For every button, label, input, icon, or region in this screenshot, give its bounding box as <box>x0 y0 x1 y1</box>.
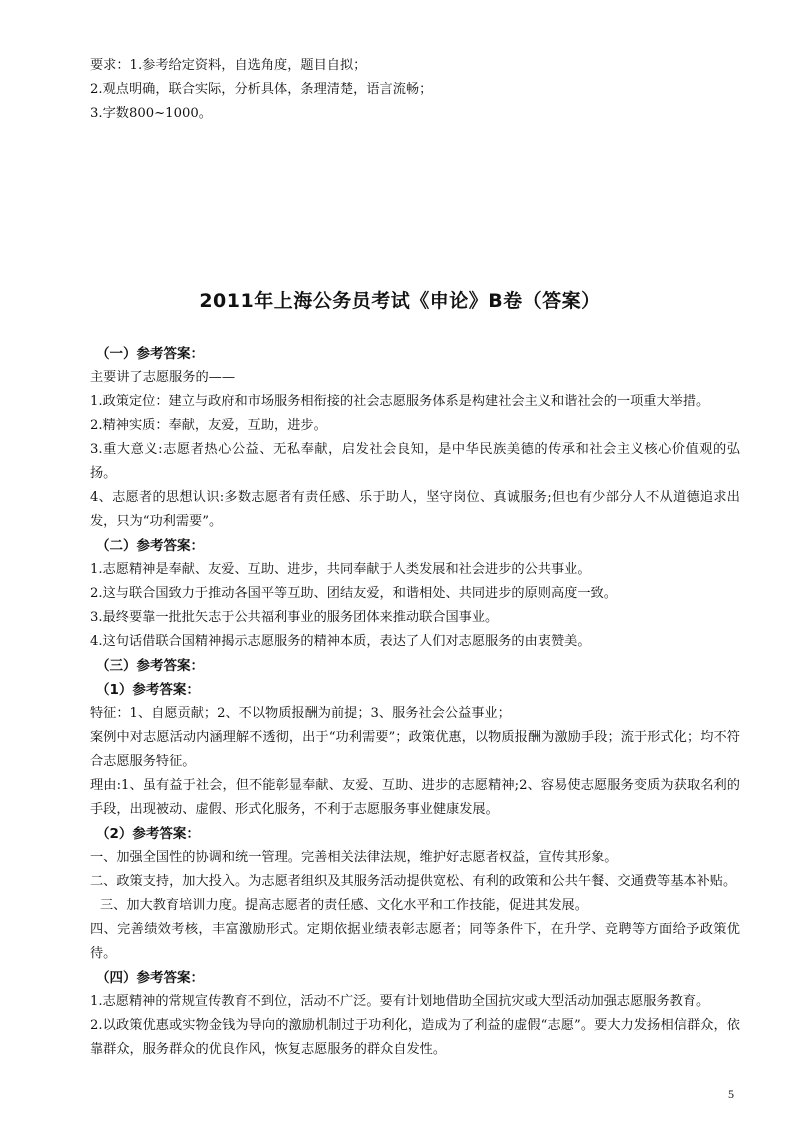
section-3-sub-2-item: 一、加强全国性的协调和统一管理。完善相关法律法规，维护好志愿者权益，宣传其形象。 <box>90 850 618 865</box>
requirements-block <box>0 54 800 126</box>
section-1-heading: （一）参考答案： <box>96 346 204 362</box>
document-title: 2011年上海公务员考试《申论》B卷（答案） <box>199 290 601 312</box>
section-3-sub-1-item: 特征：1、自愿贡献；2、不以物质报酬为前提；3、服务社会公益事业； <box>90 706 511 721</box>
section-4-item: 1.志愿精神的常规宣传教育不到位，活动不广泛。要有计划地借助全国抗灾或大型活动加强志愿服务教育。 <box>90 994 710 1009</box>
requirement-line-3: 3.字数800~1000。 <box>90 106 212 121</box>
section-3-sub-2-item: 二、政策支持，加大投入。为志愿者组织及其服务活动提供宽松、有利的政策和公共午餐、交通费等基本补贴。 <box>90 874 737 889</box>
section-1-item: 3.重大意义:志愿者热心公益、无私奉献，启发社会良知，是中华民族美德的传承和社会主义核心价值观的弘扬。 <box>90 442 740 481</box>
requirement-line-1: 要求：1.参考给定资料，自选角度，题目自拟； <box>90 58 367 73</box>
requirement-line-2: 2.观点明确，联合实际，分析具体，条理清楚，语言流畅； <box>90 82 433 97</box>
section-3-sub-2-item: 四、完善绩效考核，丰富激励形式。定期依据业绩表彰志愿者；同等条件下，在升学、竞聘等方面给予政策优待。 <box>90 922 740 961</box>
section-3-sub-2-heading: （2）参考答案： <box>96 826 200 842</box>
section-2-heading: （二）参考答案： <box>96 538 204 554</box>
section-2-item: 2.这与联合国致力于推动各国平等互助、团结友爱，和谐相处、共同进步的原则高度一致。 <box>90 586 617 601</box>
section-2-item: 4.这句话借联合国精神揭示志愿服务的精神本质，表达了人们对志愿服务的由衷赞美。 <box>90 634 591 649</box>
section-1-item: 1.政策定位：建立与政府和市场服务相衔接的社会志愿服务体系是构建社会主义和谐社会的一项重大举措。 <box>90 394 710 409</box>
page-number: 5 <box>728 1087 734 1101</box>
section-3-sub-1-item: 案例中对志愿活动内涵理解不透彻，出于“功利需要”；政策优惠，以物质报酬为激励手段；流于形式化；均不符合志愿服务特征。 <box>90 730 740 769</box>
answer-body <box>0 342 800 1062</box>
section-2-item: 3.最终要靠一批批矢志于公共福利事业的服务团体来推动联合国事业。 <box>90 610 499 625</box>
section-1-intro: 主要讲了志愿服务的—— <box>90 370 236 385</box>
section-3-sub-1-heading: （1）参考答案： <box>96 682 200 698</box>
section-2-item: 1.志愿精神是奉献、友爱、互助、进步，共同奉献于人类发展和社会进步的公共事业。 <box>90 562 591 577</box>
section-4-heading: （四）参考答案： <box>96 970 204 986</box>
section-1-item: 4、志愿者的思想认识:多数志愿者有责任感、乐于助人，坚守岗位、真诚服务;但也有少部分人不从道德追求出发，只为“功利需要”。 <box>90 490 740 529</box>
section-3-heading: （三）参考答案： <box>96 658 204 674</box>
section-1-item: 2.精神实质：奉献，友爱，互助，进步。 <box>90 418 327 433</box>
section-3-sub-2-item: 三、加大教育培训力度。提高志愿者的责任感、文化水平和工作技能，促进其发展。 <box>100 898 588 913</box>
section-4-item: 2.以政策优惠或实物金钱为导向的激励机制过于功利化，造成为了利益的虚假“志愿”。要大力发扬相信群众，依靠群众，服务群众的优良作风，恢复志愿服务的群众自发性。 <box>90 1018 740 1057</box>
section-3-sub-1-item: 理由:1、虽有益于社会，但不能彰显奉献、友爱、互助、进步的志愿精神;2、容易使志愿服务变质为获取名利的手段，出现被动、虚假、形式化服务，不利于志愿服务事业健康发展。 <box>90 778 740 817</box>
